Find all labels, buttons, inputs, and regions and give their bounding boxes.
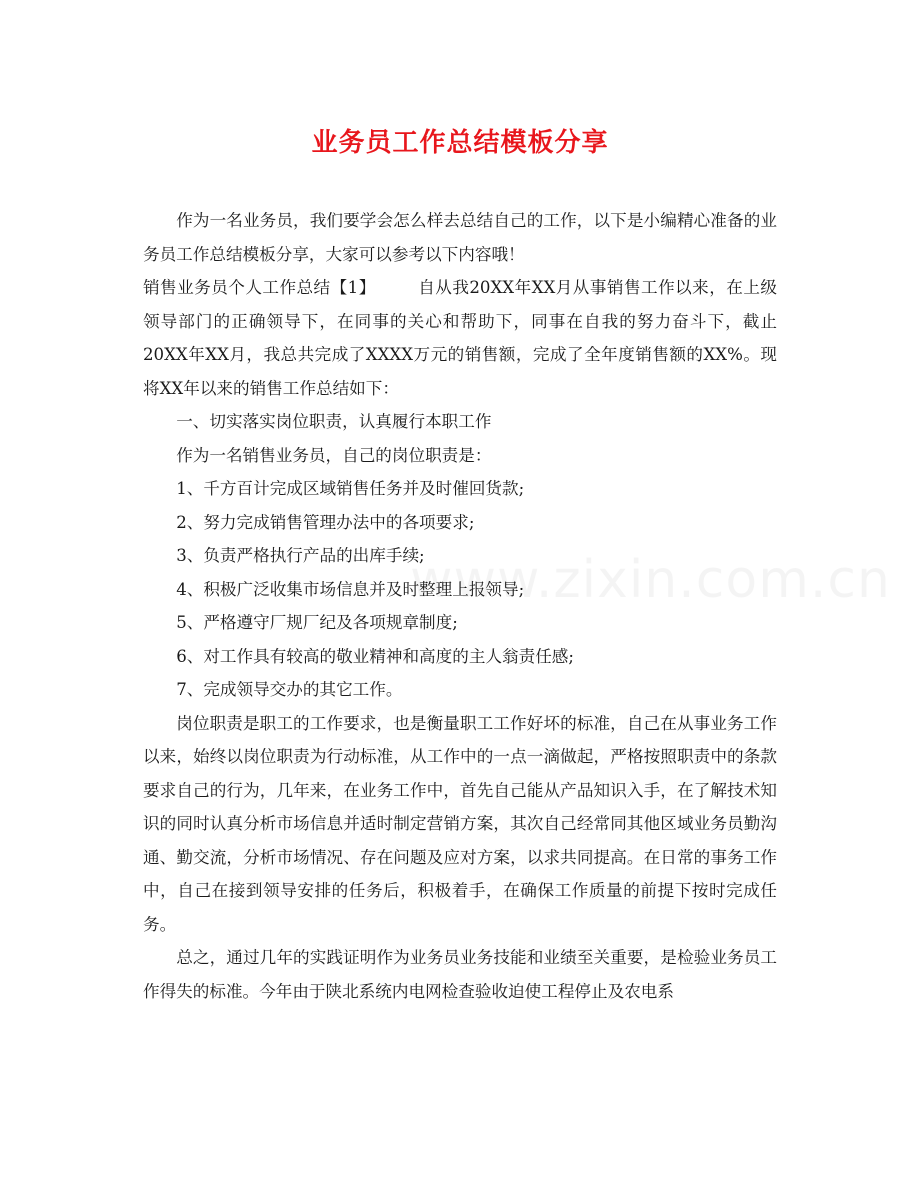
summary-paragraph: 总之，通过几年的实践证明作为业务员业务技能和业绩至关重要，是检验业务员工作得失的标准。今年由于陕北系统内电网检查验收迫使工程停止及农电系 — [143, 948, 777, 1001]
intro-paragraph: 作为一名业务员，我们要学会怎么样去总结自己的工作，以下是小编精心准备的业务员工作总结模板分享，大家可以参考以下内容哦！ — [143, 211, 777, 264]
duty-item: 6、对工作具有较高的敬业精神和高度的主人翁责任感; — [176, 646, 574, 666]
duty-item: 1、千方百计完成区域销售任务并及时催回货款; — [176, 479, 525, 498]
heading-duties: 一、切实落实岗位职责，认真履行本职工作 — [176, 412, 492, 431]
document-title: 业务员工作总结模板分享 — [311, 128, 609, 158]
duty-item: 4、积极广泛收集市场信息并及时整理上报领导; — [176, 579, 525, 599]
duty-item: 7、完成领导交办的其它工作。 — [176, 680, 403, 699]
duties-intro: 作为一名销售业务员，自己的岗位职责是： — [176, 445, 492, 465]
duty-item: 3、负责严格执行产品的出库手续; — [176, 546, 425, 565]
section-opening: 自从我20XX年XX月从事销售工作以来，在上级领导部门的正确领导下，在同事的关心和帮助下，同事在自我的努力奋斗下，截止20XX年XX月，我总共完成了XXXX万元的销售额，完成了全年度销售额的XX%。现将XX年以来的销售工作总结如下： — [143, 278, 777, 398]
document-body — [143, 204, 777, 1008]
duty-item: 5、严格遵守厂规厂纪及各项规章制度; — [176, 613, 458, 632]
section-label: 销售业务员个人工作总结【1】 — [143, 278, 376, 297]
section-paragraph — [143, 271, 777, 405]
duty-item: 2、努力完成销售管理办法中的各项要求; — [176, 512, 475, 532]
duties-explanation-paragraph: 岗位职责是职工的工作要求，也是衡量职工工作好坏的标准，自己在从事业务工作以来，始终以岗位职责为行动标准，从工作中的一点一滴做起，严格按照职责中的条款要求自己的行为，几年来，在业务工作中，首先自己能从产品知识入手，在了解技术知识的同时认真分析市场信息并适时制定营销方案，其次自己经常同其他区域业务员勤沟通、勤交流，分析市场情况、存在问题及应对方案，以求共同提高。在日常的事务工作中，自己在接到领导安排的任务后，积极着手，在确保工作质量的前提下按时完成任务。 — [143, 713, 777, 934]
